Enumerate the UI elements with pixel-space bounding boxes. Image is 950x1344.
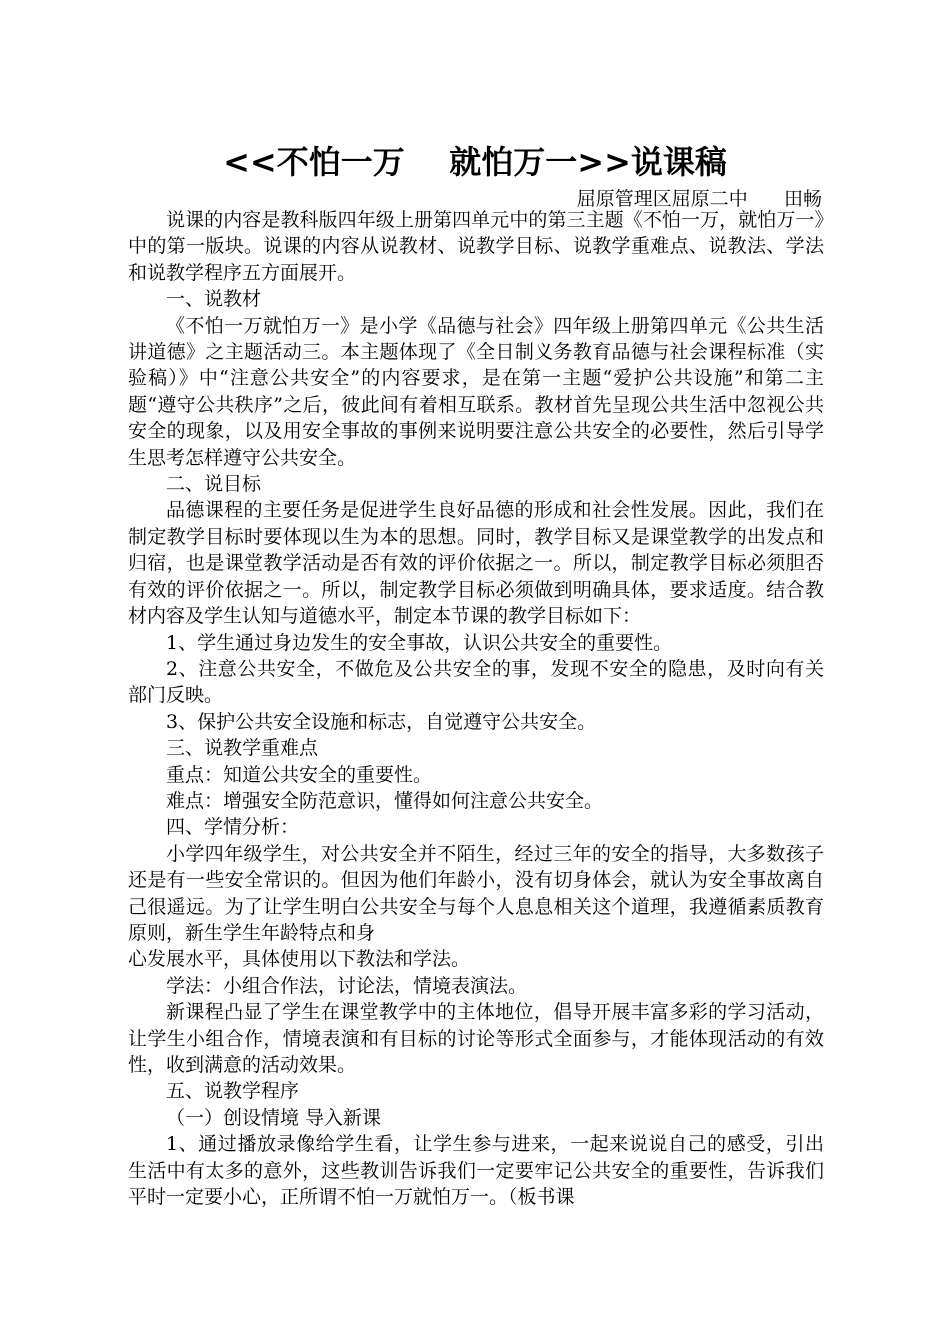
body-paragraph: 新课程凸显了学生在课堂教学中的主体地位，倡导开展丰富多彩的学习活动，让学生小组合作，情境表演和有目标的讨论等形式全面参与，才能体现活动的有效性，收到满意的活动效果。	[128, 1001, 824, 1076]
list-item: 2、注意公共安全，不做危及公共安全的事，发现不安全的隐患，及时向有关部门反映。	[128, 657, 824, 707]
section-heading: 三、说教学重难点	[166, 737, 319, 760]
author-line: 屈原管理区屈原二中 田畅	[576, 188, 822, 210]
section-heading: 二、说目标	[166, 473, 262, 496]
body-paragraph: 难点：增强安全防范意识，懂得如何注意公共安全。	[166, 789, 604, 812]
section-heading: 四、学情分析：	[166, 816, 300, 839]
document-title: <<不怕一万 就怕万一>>说课稿	[223, 143, 727, 181]
subsection-heading: （一）创设情境 导入新课	[166, 1106, 382, 1129]
body-paragraph: 重点：知道公共安全的重要性。	[166, 763, 433, 786]
section-heading: 一、说教材	[166, 288, 262, 311]
section-heading: 五、说教学程序	[166, 1080, 300, 1103]
intro-paragraph: 说课的内容是教科版四年级上册第四单元中的第三主题《不怕一万，就怕万一》中的第一版块。说课的内容从说教材、说教学目标、说教学重难点、说教法、学法和说教学程序五方面展开。	[128, 209, 824, 284]
body-paragraph: 学法：小组合作法，讨论法，情境表演法。	[166, 974, 528, 997]
document-body	[128, 207, 824, 1210]
list-item: 3、保护公共安全设施和标志，自觉遵守公共安全。	[166, 710, 597, 733]
body-paragraph: 品德课程的主要任务是促进学生良好品德的形成和社会性发展。因此，我们在制定教学目标时要体现以生为本的思想。同时，教学目标又是课堂教学的出发点和归宿，也是课堂教学活动是否有效的评价依据之一。所以，制定教学目标必须胆否有效的评价依据之一。所以，制定教学目标必须做到明确具体，要求适度。结合教材内容及学生认知与道德水平，制定本节课的教学目标如下：	[128, 499, 824, 628]
body-paragraph: 小学四年级学生，对公共安全并不陌生，经过三年的安全的指导，大多数孩子还是有一些安全常识的。但因为他们年龄小，没有切身体会，就认为安全事故离自己很遥远。为了让学生明白公共安全与每个人息息相关这个道理，我遵循素质教育原则，新生学生年龄特点和身	[128, 842, 824, 944]
body-paragraph: 1、通过播放录像给学生看，让学生参与进来，一起来说说自己的感受，引出生活中有太多的意外，这些教训告诉我们一定要牢记公共安全的重要性，告诉我们平时一定要小心，正所谓不怕一万就怕万一。（板书课	[128, 1133, 824, 1209]
list-item: 1、学生通过身边发生的安全事故，认识公共安全的重要性。	[166, 631, 673, 654]
body-paragraph: 《不怕一万就怕万一》是小学《品德与社会》四年级上册第四单元《公共生活讲道德》之主题活动三。本主题体现了《全日制义务教育品德与社会课程标准（实验稿）》中“注意公共安全”的内容要求，是在第一主题“爱护公共设施”和第二主题“遵守公共秩序”之后，彼此间有着相互联系。教材首先呈现公共生活中忽视公共安全的现象，以及用安全事故的事例来说明要注意公共安全的必要性，然后引导学生思考怎样遵守公共安全。	[128, 314, 824, 469]
body-paragraph: 心发展水平，具体使用以下教法和学法。	[128, 948, 471, 971]
